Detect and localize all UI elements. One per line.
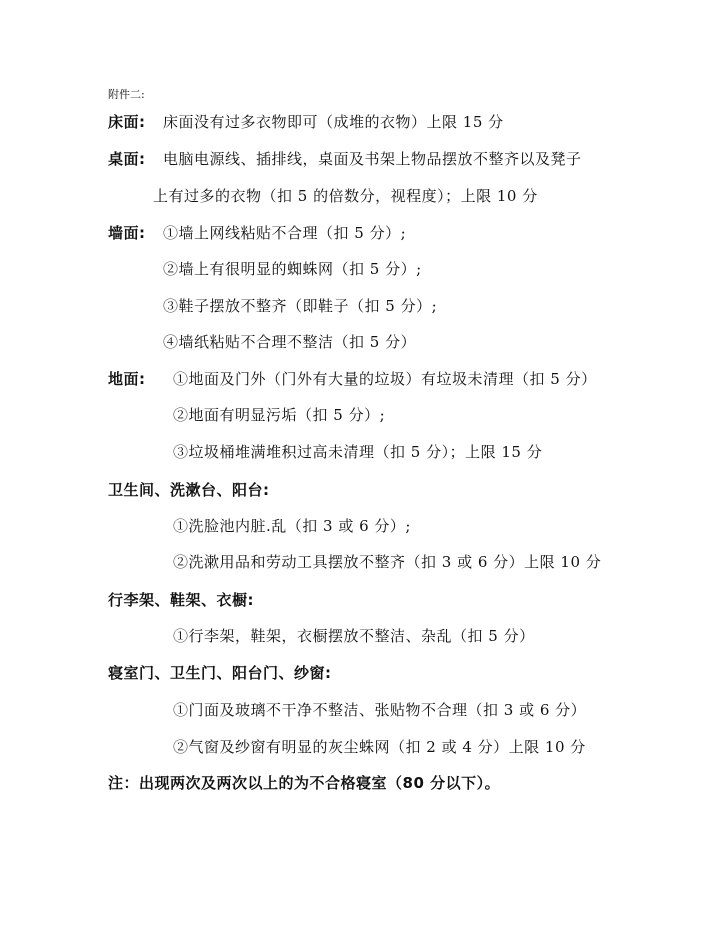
bed-line-1: 床面没有过多衣物即可（成堆的衣物）上限 15 分: [163, 113, 504, 131]
racks-line-1: ①行李架，鞋架，衣橱摆放不整洁、杂乱（扣 5 分）: [173, 627, 535, 645]
section-heading-bathroom: 卫生间、洗漱台、阳台:: [108, 481, 270, 499]
section-heading-wall: 墙面:: [108, 224, 146, 242]
wall-line-2: ②墙上有很明显的蜘蛛网（扣 5 分）;: [163, 260, 422, 278]
section-heading-bed: 床面:: [108, 113, 146, 131]
bathroom-line-2: ②洗漱用品和劳动工具摆放不整齐（扣 3 或 6 分）上限 10 分: [173, 553, 602, 571]
footnote: 注：出现两次及两次以上的为不合格寝室（80 分以下）。: [108, 774, 501, 792]
attachment-label: 附件二:: [108, 88, 145, 101]
section-heading-racks: 行李架、鞋架、衣橱:: [108, 591, 254, 609]
bathroom-line-1: ①洗脸池内脏.乱（扣 3 或 6 分）;: [173, 517, 411, 535]
floor-line-2: ②地面有明显污垢（扣 5 分）;: [173, 406, 386, 424]
wall-line-1: ①墙上网线粘贴不合理（扣 5 分）;: [163, 224, 407, 242]
doors-line-2: ②气窗及纱窗有明显的灰尘蛛网（扣 2 或 4 分）上限 10 分: [173, 738, 586, 756]
wall-line-3: ③鞋子摆放不整齐（即鞋子（扣 5 分）;: [163, 297, 438, 315]
desk-line-1: 电脑电源线、插排线，桌面及书架上物品摆放不整齐以及凳子: [163, 150, 582, 168]
section-heading-floor: 地面:: [108, 370, 146, 388]
section-heading-doors: 寝室门、卫生门、阳台门、纱窗:: [108, 664, 332, 682]
floor-line-3: ③垃圾桶堆满堆积过高未清理（扣 5 分）；上限 15 分: [173, 443, 543, 461]
doors-line-1: ①门面及玻璃不干净不整洁、张贴物不合理（扣 3 或 6 分）: [173, 701, 587, 719]
desk-line-2: 上有过多的衣物（扣 5 的倍数分，视程度）；上限 10 分: [153, 187, 538, 205]
wall-line-4: ④墙纸粘贴不合理不整洁（扣 5 分）: [163, 333, 417, 351]
floor-line-1: ①地面及门外（门外有大量的垃圾）有垃圾未清理（扣 5 分）: [173, 370, 597, 388]
section-heading-desk: 桌面:: [108, 150, 146, 168]
